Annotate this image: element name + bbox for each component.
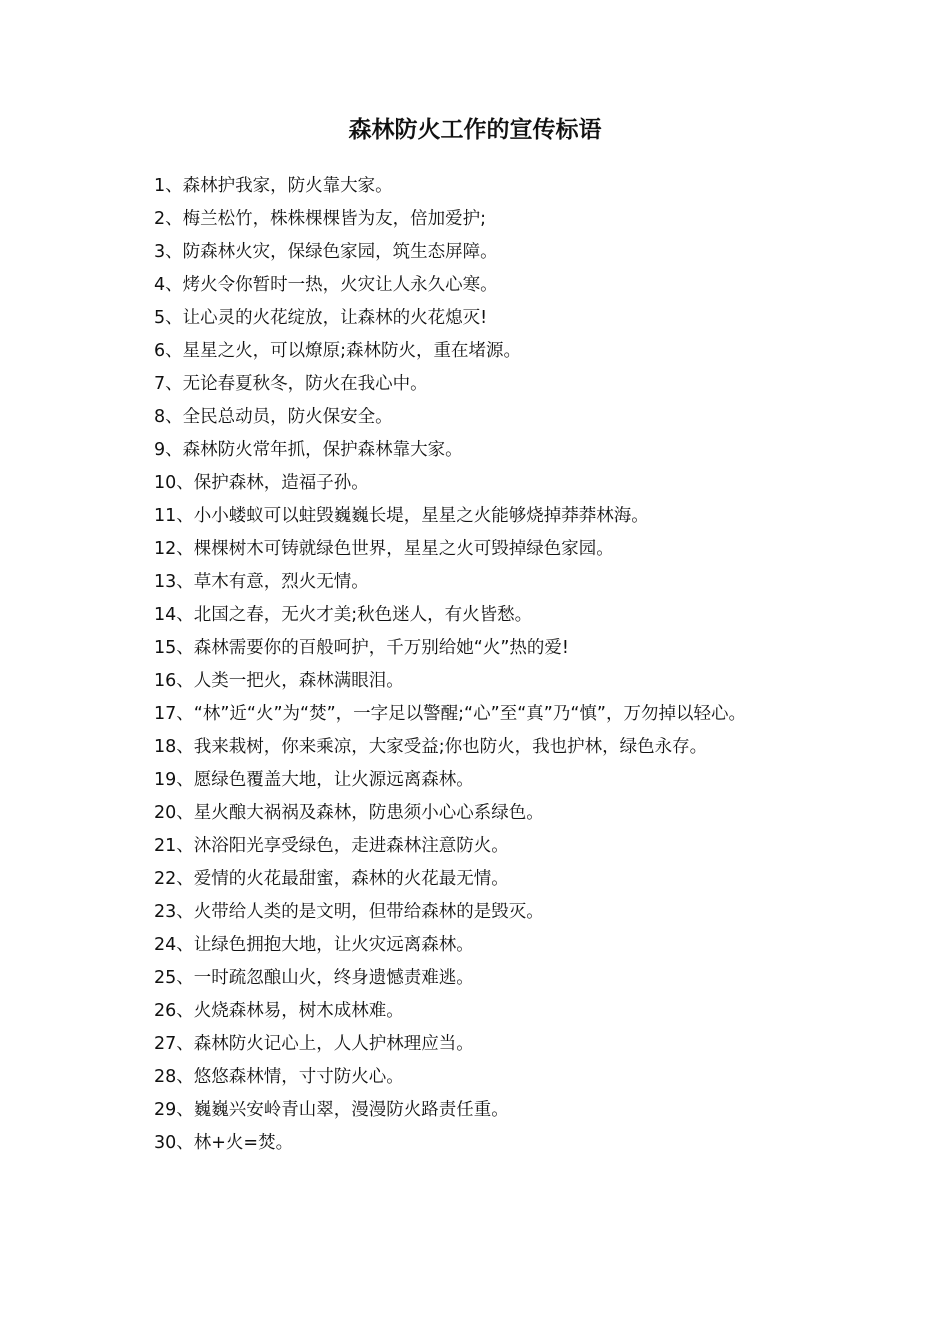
list-item: 12、棵棵树木可铸就绿色世界，星星之火可毁掉绿色家园。 (154, 539, 614, 559)
list-item: 13、草木有意，烈火无情。 (154, 572, 369, 592)
document-title: 森林防火工作的宣传标语 (348, 117, 602, 143)
list-item: 11、小小蝼蚁可以蛀毁巍巍长堤，星星之火能够烧掉莽莽林海。 (154, 506, 649, 526)
list-item: 15、森林需要你的百般呵护，千万别给她“火”热的爱! (154, 638, 569, 658)
list-item: 5、让心灵的火花绽放，让森林的火花熄灭! (154, 308, 488, 328)
list-item: 14、北国之春，无火才美;秋色迷人，有火皆愁。 (154, 605, 533, 625)
list-item: 17、“林”近“火”为“焚”，一字足以警醒;“心”至“真”乃“慎”，万勿掉以轻心。 (154, 704, 746, 724)
list-item: 22、爱情的火花最甜蜜，森林的火花最无情。 (154, 869, 509, 889)
list-item: 10、保护森林，造福子孙。 (154, 473, 369, 493)
list-item: 25、一时疏忽酿山火，终身遗憾责难逃。 (154, 968, 474, 988)
list-item: 29、巍巍兴安岭青山翠，漫漫防火路责任重。 (154, 1100, 509, 1120)
list-item: 2、梅兰松竹，株株棵棵皆为友，倍加爱护; (154, 209, 487, 229)
list-item: 18、我来栽树，你来乘凉，大家受益;你也防火，我也护林，绿色永存。 (154, 737, 708, 757)
list-item: 28、悠悠森林情，寸寸防火心。 (154, 1067, 404, 1087)
slogan-list (154, 170, 914, 1160)
list-item: 9、森林防火常年抓，保护森林靠大家。 (154, 440, 463, 460)
list-item: 3、防森林火灾，保绿色家园，筑生态屏障。 (154, 242, 498, 262)
list-item: 1、森林护我家，防火靠大家。 (154, 176, 393, 196)
list-item: 27、森林防火记心上，人人护林理应当。 (154, 1034, 474, 1054)
list-item: 16、人类一把火，森林满眼泪。 (154, 671, 404, 691)
list-item: 19、愿绿色覆盖大地，让火源远离森林。 (154, 770, 474, 790)
list-item: 8、全民总动员，防火保安全。 (154, 407, 393, 427)
list-item: 21、沐浴阳光享受绿色，走进森林注意防火。 (154, 836, 509, 856)
list-item: 26、火烧森林易，树木成林难。 (154, 1001, 404, 1021)
list-item: 23、火带给人类的是文明，但带给森林的是毁灭。 (154, 902, 544, 922)
list-item: 4、烤火令你暂时一热，火灾让人永久心寒。 (154, 275, 498, 295)
list-item: 24、让绿色拥抱大地，让火灾远离森林。 (154, 935, 474, 955)
list-item: 20、星火酿大祸祸及森林，防患须小心心系绿色。 (154, 803, 544, 823)
list-item: 6、星星之火，可以燎原;森林防火，重在堵源。 (154, 341, 522, 361)
list-item: 30、林+火=焚。 (154, 1133, 294, 1153)
list-item: 7、无论春夏秋冬，防火在我心中。 (154, 374, 428, 394)
